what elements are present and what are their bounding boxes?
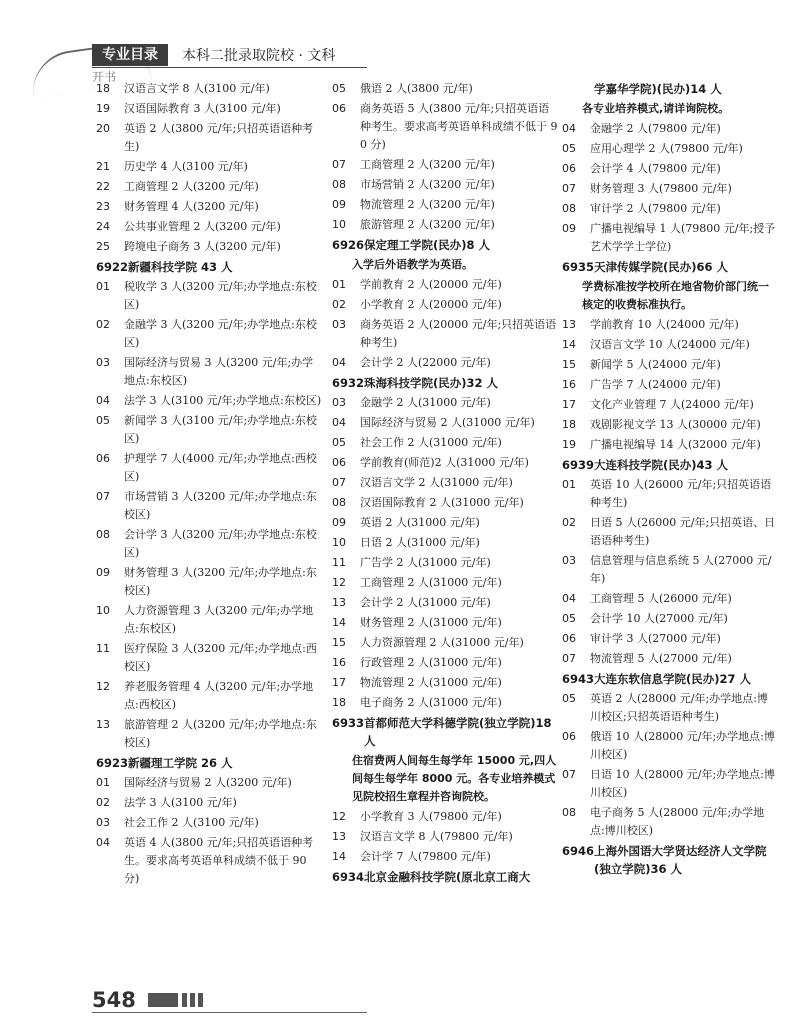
major-code: 12 — [96, 680, 110, 693]
major-text: 法学 3 人(3100 元/年) — [124, 796, 237, 809]
major-text: 市场营销 2 人(3200 元/年) — [360, 178, 495, 191]
major-code: 17 — [332, 676, 346, 689]
major-entry — [96, 602, 324, 638]
footer-bar-decoration — [190, 993, 195, 1007]
major-code: 06 — [332, 102, 346, 115]
header-title: 本科二批录取院校 · 文科 — [182, 48, 336, 64]
major-text: 戏剧影视文学 13 人(30000 元/年) — [590, 418, 761, 431]
major-code: 14 — [562, 338, 576, 351]
major-code: 01 — [96, 776, 110, 789]
major-code: 04 — [96, 836, 110, 849]
major-code: 10 — [96, 604, 110, 617]
major-code: 21 — [96, 160, 110, 173]
school-name: 首都师范大学科德学院(独立学院)18 人 — [364, 716, 552, 748]
major-text: 旅游管理 2 人(3200 元/年) — [360, 218, 495, 231]
major-text: 财务管理 3 人(3200 元/年;办学地点:东校区) — [124, 566, 317, 597]
major-text: 新闻学 5 人(24000 元/年) — [590, 358, 721, 371]
major-entry — [332, 554, 560, 572]
major-entry — [332, 494, 560, 512]
major-code: 06 — [562, 162, 576, 175]
major-entry — [562, 416, 778, 434]
school-code: 6934 — [332, 870, 365, 884]
major-code: 06 — [562, 730, 576, 743]
major-text: 工商管理 2 人(3200 元/年) — [360, 158, 495, 171]
major-text: 英语 4 人(3800 元/年;只招英语语种考生。要求高考英语单科成绩不低于 90 分) — [124, 836, 314, 885]
column-3 — [562, 80, 778, 880]
major-text: 行政管理 2 人(31000 元/年) — [360, 656, 502, 669]
major-entry — [96, 392, 324, 410]
major-entry — [562, 376, 778, 394]
major-text: 会计学 2 人(31000 元/年) — [360, 596, 491, 609]
major-entry — [96, 238, 324, 256]
major-entry — [562, 476, 778, 512]
major-code: 13 — [332, 596, 346, 609]
major-text: 社会工作 2 人(3100 元/年) — [124, 816, 259, 829]
footer-rule — [92, 1012, 367, 1013]
school-name: 珠海科技学院(民办)32 人 — [364, 376, 499, 390]
major-code: 04 — [332, 356, 346, 369]
major-text: 日语 10 人(28000 元/年;办学地点:博川校区) — [590, 768, 775, 799]
major-code: 08 — [562, 202, 576, 215]
major-text: 学前教育 10 人(24000 元/年) — [590, 318, 739, 331]
major-entry — [332, 354, 560, 372]
major-entry — [332, 414, 560, 432]
school-name-continued: 学嘉华学院)(民办)14 人 — [594, 82, 722, 96]
major-text: 广告学 2 人(31000 元/年) — [360, 556, 491, 569]
school-name: 新疆科技学院 43 人 — [128, 260, 233, 274]
major-text: 历史学 4 人(3100 元/年) — [124, 160, 248, 173]
school-name: 上海外国语大学贤达经济人文学院(独立学院)36 人 — [594, 844, 767, 876]
major-code: 03 — [332, 396, 346, 409]
major-entry — [562, 610, 778, 628]
major-code: 05 — [332, 436, 346, 449]
major-code: 16 — [332, 656, 346, 669]
major-entry — [562, 220, 778, 256]
major-text: 工商管理 2 人(31000 元/年) — [360, 576, 502, 589]
major-entry — [96, 278, 324, 314]
major-text: 广播电视编导 1 人(79800 元/年;授予艺术学学士学位) — [590, 222, 776, 253]
major-code: 03 — [96, 816, 110, 829]
major-entry — [96, 218, 324, 236]
major-text: 社会工作 2 人(31000 元/年) — [360, 436, 502, 449]
school-code: 6926 — [332, 238, 365, 252]
major-entry — [332, 394, 560, 412]
major-code: 06 — [96, 452, 110, 465]
major-entry — [332, 514, 560, 532]
major-code: 19 — [96, 102, 110, 115]
major-text: 金融学 3 人(3200 元/年;办学地点:东校区) — [124, 318, 317, 349]
major-code: 19 — [562, 438, 576, 451]
major-code: 10 — [332, 218, 346, 231]
major-text: 税收学 3 人(3200 元/年;办学地点:东校区) — [124, 280, 317, 311]
major-entry — [332, 80, 560, 98]
major-code: 17 — [562, 398, 576, 411]
footer-bar-decoration — [182, 993, 187, 1007]
major-entry — [332, 808, 560, 826]
major-code: 07 — [562, 768, 576, 781]
major-text: 人力资源管理 2 人(31000 元/年) — [360, 636, 524, 649]
major-code: 05 — [96, 414, 110, 427]
major-entry — [332, 196, 560, 214]
major-entry — [562, 728, 778, 764]
major-entry — [562, 396, 778, 414]
major-text: 会计学 7 人(79800 元/年) — [360, 850, 491, 863]
major-code: 25 — [96, 240, 110, 253]
major-entry — [96, 80, 324, 98]
major-entry — [96, 640, 324, 676]
major-text: 汉语言文学 8 人(79800 元/年) — [360, 830, 513, 843]
major-entry — [562, 356, 778, 374]
header-rule — [92, 67, 367, 68]
major-text: 电子商务 2 人(31000 元/年) — [360, 696, 502, 709]
major-code: 06 — [332, 456, 346, 469]
major-entry — [96, 158, 324, 176]
major-code: 01 — [332, 278, 346, 291]
school-heading — [96, 258, 324, 276]
major-text: 工商管理 5 人(26000 元/年) — [590, 592, 732, 605]
major-text: 汉语国际教育 2 人(31000 元/年) — [360, 496, 524, 509]
major-entry — [96, 678, 324, 714]
major-code: 11 — [96, 642, 110, 655]
major-code: 07 — [332, 158, 346, 171]
major-text: 电子商务 5 人(28000 元/年;办学地点:博川校区) — [590, 806, 765, 837]
major-text: 金融学 2 人(31000 元/年) — [360, 396, 491, 409]
school-name: 大连东软信息学院(民办)27 人 — [594, 672, 752, 686]
major-text: 公共事业管理 2 人(3200 元/年) — [124, 220, 281, 233]
major-entry — [332, 634, 560, 652]
major-text: 物流管理 2 人(3200 元/年) — [360, 198, 495, 211]
major-code: 12 — [332, 810, 346, 823]
major-text: 审计学 2 人(79800 元/年) — [590, 202, 721, 215]
major-entry — [96, 450, 324, 486]
major-code: 07 — [332, 476, 346, 489]
major-entry — [96, 120, 324, 156]
major-code: 13 — [332, 830, 346, 843]
school-heading — [562, 670, 778, 688]
major-text: 新闻学 3 人(3100 元/年;办学地点:东校区) — [124, 414, 317, 445]
major-code: 14 — [332, 616, 346, 629]
major-entry — [332, 454, 560, 472]
school-heading — [332, 374, 560, 392]
school-code: 6946 — [562, 844, 595, 858]
major-entry — [562, 200, 778, 218]
school-name: 大连科技学院(民办)43 人 — [594, 458, 729, 472]
school-heading — [96, 754, 324, 772]
major-code: 20 — [96, 122, 110, 135]
major-entry — [96, 774, 324, 792]
major-entry — [562, 160, 778, 178]
major-code: 09 — [332, 198, 346, 211]
major-text: 汉语言文学 8 人(3100 元/年) — [124, 82, 270, 95]
major-code: 04 — [96, 394, 110, 407]
major-text: 金融学 2 人(79800 元/年) — [590, 122, 721, 135]
school-code: 6922 — [96, 260, 129, 274]
major-code: 10 — [332, 536, 346, 549]
major-entry — [96, 716, 324, 752]
major-entry — [562, 180, 778, 198]
footer-bar-decoration — [148, 993, 178, 1007]
major-entry — [562, 690, 778, 726]
major-code: 13 — [562, 318, 576, 331]
major-code: 01 — [96, 280, 110, 293]
major-entry — [332, 156, 560, 174]
major-entry — [96, 100, 324, 118]
major-text: 俄语 10 人(28000 元/年;办学地点:博川校区) — [590, 730, 775, 761]
major-text: 日语 5 人(26000 元/年;只招英语、日语语种考生) — [590, 516, 776, 547]
school-heading — [562, 258, 778, 276]
major-text: 学前教育(师范)2 人(31000 元/年) — [360, 456, 529, 469]
major-entry — [562, 630, 778, 648]
major-text: 国际经济与贸易 3 人(3200 元/年;办学地点:东校区) — [124, 356, 314, 387]
major-entry — [332, 176, 560, 194]
major-code: 07 — [562, 652, 576, 665]
school-name: 保定理工学院(民办)8 人 — [364, 238, 491, 252]
major-code: 04 — [562, 122, 576, 135]
major-code: 05 — [332, 82, 346, 95]
major-entry — [332, 316, 560, 352]
major-text: 俄语 2 人(3800 元/年) — [360, 82, 473, 95]
school-note: 各专业培养模式,请详询院校。 — [582, 102, 730, 115]
major-code: 02 — [332, 298, 346, 311]
major-entry — [96, 526, 324, 562]
major-entry — [562, 436, 778, 454]
major-code: 08 — [332, 178, 346, 191]
major-text: 法学 3 人(3100 元/年;办学地点:东校区) — [124, 394, 322, 407]
major-code: 03 — [96, 356, 110, 369]
major-text: 学前教育 2 人(20000 元/年) — [360, 278, 502, 291]
major-text: 物流管理 5 人(27000 元/年) — [590, 652, 732, 665]
school-heading — [562, 456, 778, 474]
major-text: 会计学 10 人(27000 元/年) — [590, 612, 728, 625]
major-entry — [332, 474, 560, 492]
major-entry — [96, 564, 324, 600]
major-text: 财务管理 3 人(79800 元/年) — [590, 182, 732, 195]
major-text: 汉语言文学 10 人(24000 元/年) — [590, 338, 750, 351]
school-name: 北京金融科技学院(原北京工商大 — [364, 870, 531, 884]
major-code: 01 — [562, 478, 576, 491]
major-code: 09 — [332, 516, 346, 529]
major-entry — [562, 120, 778, 138]
major-entry — [96, 316, 324, 352]
major-text: 工商管理 2 人(3200 元/年) — [124, 180, 259, 193]
major-text: 英语 2 人(31000 元/年) — [360, 516, 480, 529]
major-code: 02 — [562, 516, 576, 529]
major-code: 24 — [96, 220, 110, 233]
major-code: 08 — [332, 496, 346, 509]
major-text: 国际经济与贸易 2 人(31000 元/年) — [360, 416, 535, 429]
major-text: 旅游管理 2 人(3200 元/年;办学地点:东校区) — [124, 718, 317, 749]
major-code: 05 — [562, 142, 576, 155]
major-code: 09 — [96, 566, 110, 579]
major-code: 18 — [96, 82, 110, 95]
major-entry — [96, 178, 324, 196]
school-heading — [332, 236, 560, 254]
major-code: 18 — [562, 418, 576, 431]
major-entry — [96, 794, 324, 812]
major-code: 22 — [96, 180, 110, 193]
major-code: 18 — [332, 696, 346, 709]
major-entry — [96, 354, 324, 390]
school-note: 入学后外语教学为英语。 — [352, 258, 473, 271]
major-text: 日语 2 人(31000 元/年) — [360, 536, 480, 549]
major-entry — [332, 216, 560, 234]
major-entry — [332, 434, 560, 452]
major-text: 医疗保险 3 人(3200 元/年;办学地点:西校区) — [124, 642, 317, 673]
major-text: 审计学 3 人(27000 元/年) — [590, 632, 721, 645]
page-header — [92, 44, 335, 66]
major-entry — [332, 574, 560, 592]
major-code: 03 — [562, 554, 576, 567]
major-code: 12 — [332, 576, 346, 589]
major-text: 跨境电子商务 3 人(3200 元/年) — [124, 240, 281, 253]
major-code: 23 — [96, 200, 110, 213]
major-text: 文化产业管理 7 人(24000 元/年) — [590, 398, 754, 411]
column-2 — [332, 80, 560, 888]
major-entry — [562, 316, 778, 334]
major-text: 市场营销 3 人(3200 元/年;办学地点:东校区) — [124, 490, 317, 521]
major-text: 英语 2 人(28000 元/年;办学地点:博川校区;只招英语语种考生) — [590, 692, 768, 723]
major-entry — [332, 614, 560, 632]
school-note: 住宿费两人间每生每学年 15000 元,四人间每生每学年 8000 元。各专业培养模式见院校招生章程并咨询院校。 — [352, 754, 557, 803]
major-entry — [332, 694, 560, 712]
major-entry — [332, 654, 560, 672]
major-entry — [96, 834, 324, 888]
major-entry — [562, 514, 778, 550]
major-code: 07 — [562, 182, 576, 195]
major-entry — [562, 552, 778, 588]
major-text: 国际经济与贸易 2 人(3200 元/年) — [124, 776, 292, 789]
major-entry — [96, 814, 324, 832]
major-text: 英语 10 人(26000 元/年;只招英语语种考生) — [590, 478, 772, 509]
school-heading — [332, 714, 560, 750]
major-code: 11 — [332, 556, 346, 569]
major-text: 会计学 3 人(3200 元/年;办学地点:东校区) — [124, 528, 317, 559]
major-entry — [332, 828, 560, 846]
major-text: 护理学 7 人(4000 元/年;办学地点:西校区) — [124, 452, 317, 483]
major-text: 汉语言文学 2 人(31000 元/年) — [360, 476, 513, 489]
major-text: 物流管理 2 人(31000 元/年) — [360, 676, 502, 689]
major-text: 广播电视编导 14 人(32000 元/年) — [590, 438, 761, 451]
school-code: 6939 — [562, 458, 595, 472]
major-text: 汉语国际教育 3 人(3100 元/年) — [124, 102, 281, 115]
major-text: 财务管理 2 人(31000 元/年) — [360, 616, 502, 629]
footer-bar-decoration — [198, 993, 203, 1007]
major-text: 信息管理与信息系统 5 人(27000 元/年) — [590, 554, 772, 585]
major-code: 06 — [562, 632, 576, 645]
major-entry — [332, 848, 560, 866]
school-note: 学费标准按学校所在地省物价部门统一核定的收费标准执行。 — [582, 280, 769, 311]
major-entry — [562, 766, 778, 802]
major-entry — [332, 534, 560, 552]
major-code: 02 — [96, 796, 110, 809]
section-tag: 专业目录 — [92, 44, 168, 66]
major-code: 15 — [332, 636, 346, 649]
major-code: 07 — [96, 490, 110, 503]
major-code: 13 — [96, 718, 110, 731]
major-entry — [562, 590, 778, 608]
major-entry — [562, 804, 778, 840]
major-entry — [332, 276, 560, 294]
major-text: 英语 2 人(3800 元/年;只招英语语种考生) — [124, 122, 314, 153]
column-1 — [96, 80, 324, 890]
major-entry — [562, 140, 778, 158]
school-code: 6935 — [562, 260, 595, 274]
page-number: 548 — [92, 988, 136, 1012]
school-code: 6943 — [562, 672, 595, 686]
major-code: 05 — [562, 692, 576, 705]
major-text: 小学教育 2 人(20000 元/年) — [360, 298, 502, 311]
major-text: 小学教育 3 人(79800 元/年) — [360, 810, 502, 823]
major-entry — [96, 488, 324, 524]
school-code: 6933 — [332, 716, 365, 730]
school-code: 6932 — [332, 376, 365, 390]
major-entry — [332, 674, 560, 692]
major-text: 商务英语 5 人(3800 元/年;只招英语语种考生。要求高考英语单科成绩不低于 90 分) — [360, 102, 558, 151]
major-code: 16 — [562, 378, 576, 391]
school-name: 天津传媒学院(民办)66 人 — [594, 260, 729, 274]
major-text: 会计学 2 人(22000 元/年) — [360, 356, 491, 369]
major-entry — [96, 198, 324, 216]
major-text: 财务管理 4 人(3200 元/年) — [124, 200, 259, 213]
major-text: 商务英语 2 人(20000 元/年;只招英语语种考生) — [360, 318, 557, 349]
major-entry — [562, 650, 778, 668]
major-code: 14 — [332, 850, 346, 863]
major-text: 养老服务管理 4 人(3200 元/年;办学地点:西校区) — [124, 680, 314, 711]
major-entry — [332, 594, 560, 612]
school-name: 新疆理工学院 26 人 — [128, 756, 233, 770]
major-text: 人力资源管理 3 人(3200 元/年;办学地点:东校区) — [124, 604, 314, 635]
school-heading — [332, 868, 560, 886]
major-text: 会计学 4 人(79800 元/年) — [590, 162, 721, 175]
major-code: 04 — [332, 416, 346, 429]
school-heading — [562, 842, 778, 878]
page-footer — [92, 988, 203, 1012]
major-text: 广告学 7 人(24000 元/年) — [590, 378, 721, 391]
brand-logo: 开书 — [92, 70, 117, 84]
major-entry — [96, 412, 324, 448]
major-entry — [332, 100, 560, 154]
major-entry — [332, 296, 560, 314]
major-code: 08 — [562, 806, 576, 819]
major-text: 应用心理学 2 人(79800 元/年) — [590, 142, 743, 155]
major-code: 04 — [562, 592, 576, 605]
major-code: 02 — [96, 318, 110, 331]
school-code: 6923 — [96, 756, 129, 770]
major-code: 03 — [332, 318, 346, 331]
major-code: 08 — [96, 528, 110, 541]
major-code: 15 — [562, 358, 576, 371]
major-code: 09 — [562, 222, 576, 235]
major-entry — [562, 336, 778, 354]
major-code: 05 — [562, 612, 576, 625]
